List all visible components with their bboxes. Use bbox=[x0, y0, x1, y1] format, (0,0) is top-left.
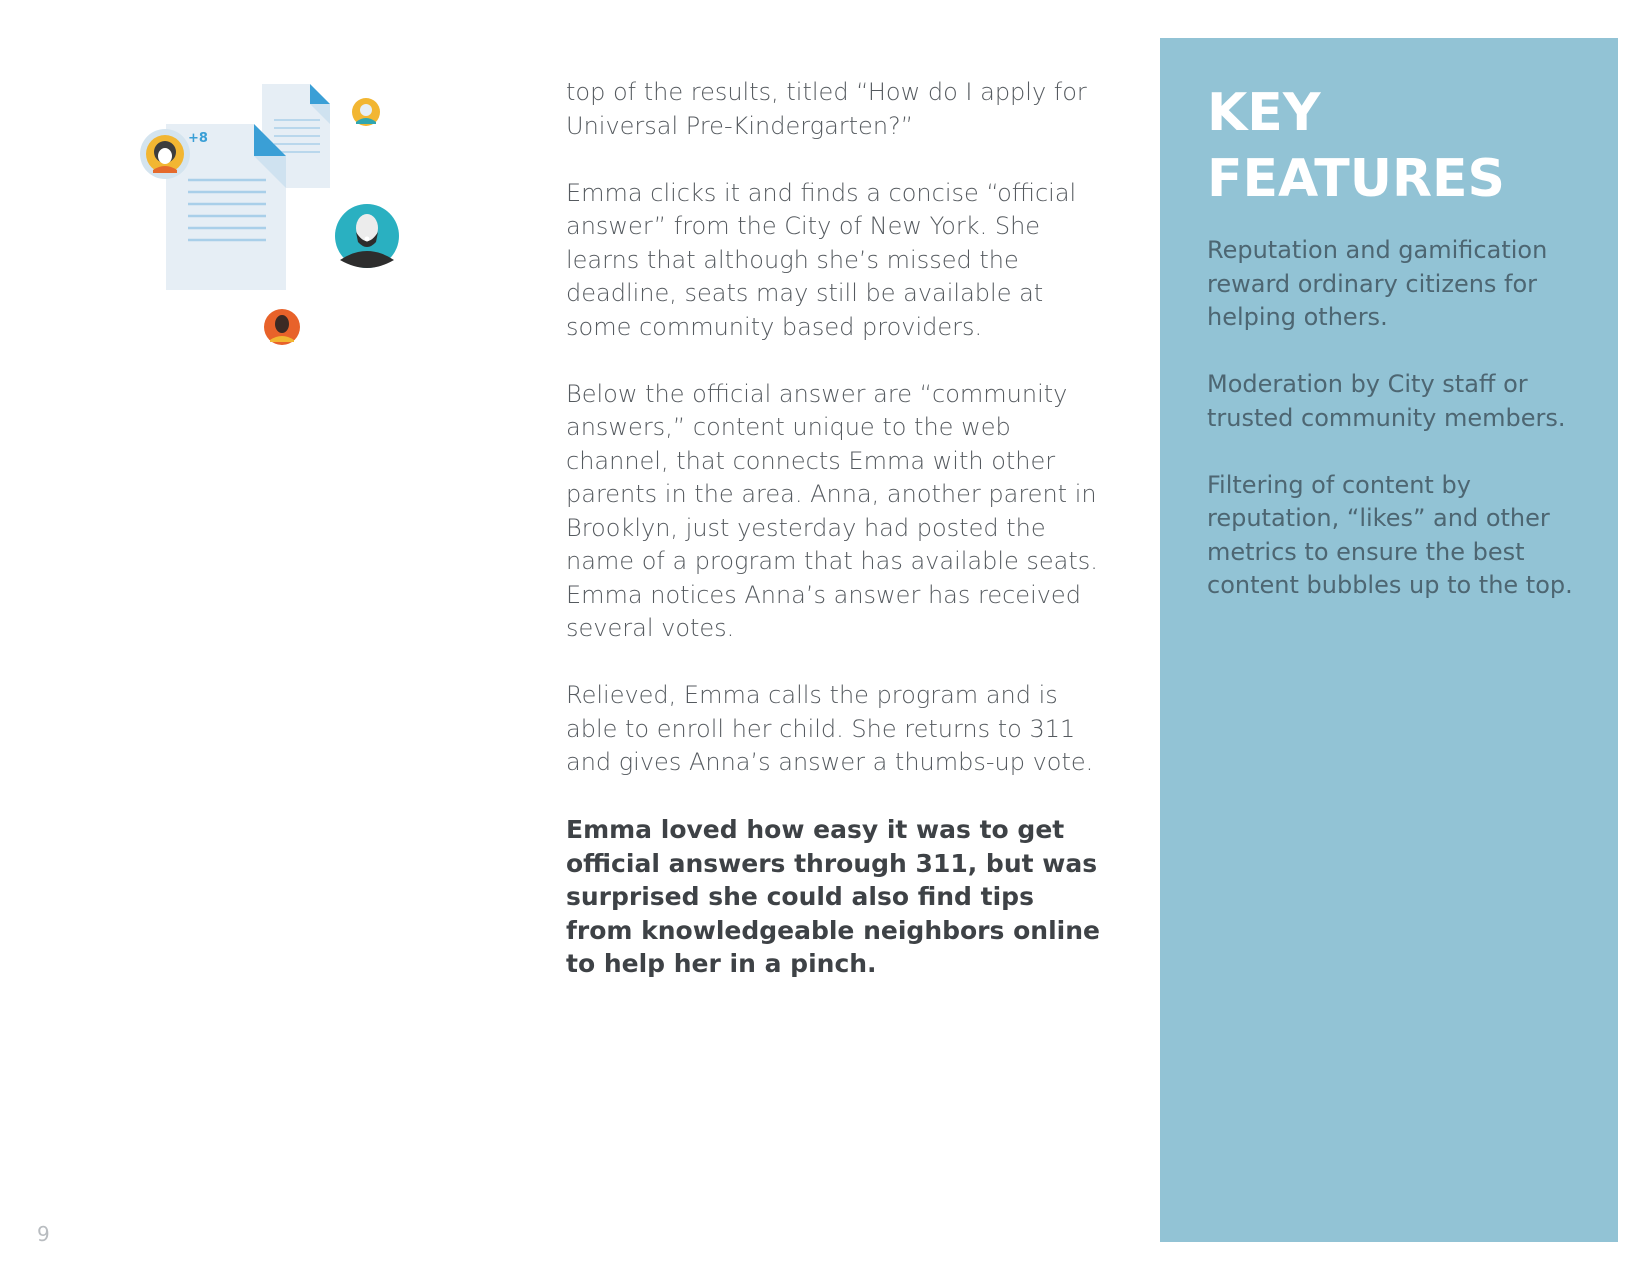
story-paragraph: Emma clicks it and finds a concise “official answer” from the City of New York. She learns that although she’s missed the deadline, seats may still be available at some community based providers. bbox=[566, 178, 1077, 341]
story-paragraph: Below the official answer are “community answers,” content unique to the web channel, that connects Emma with other parents in the area. Anna, another parent in Brooklyn, just yesterday had posted the name of a program that has available seats. Emma notices Anna’s answer has received several votes. bbox=[566, 379, 1098, 642]
feature-list bbox=[1207, 234, 1607, 636]
story-text bbox=[566, 76, 1106, 1014]
story-highlight: Emma loved how easy it was to get official answers through 311, but was surprised she could also find tips from knowledgeable neighbors online to help her in a pinch. bbox=[566, 815, 1100, 978]
story-paragraph: Relieved, Emma calls the program and is able to enroll her child. She returns to 311 and gives Anna’s answer a thumbs-up vote. bbox=[566, 681, 1094, 776]
user-avatar-icon bbox=[352, 98, 380, 126]
story-paragraph: top of the results, titled “How do I apply for Universal Pre-Kindergarten?” bbox=[566, 78, 1087, 140]
page-number: 9 bbox=[37, 1222, 50, 1246]
user-avatar-icon bbox=[335, 204, 399, 268]
feature-item: Filtering of content by reputation, “likes” and other metrics to ensure the best content bubbles up to the top. bbox=[1207, 470, 1573, 599]
user-avatar-icon bbox=[264, 309, 300, 345]
key-features-panel bbox=[1160, 38, 1618, 1242]
title-line: KEY bbox=[1207, 83, 1321, 143]
title-line: FEATURES bbox=[1207, 149, 1505, 209]
user-avatar-icon bbox=[140, 129, 190, 179]
feature-item: Moderation by City staff or trusted community members. bbox=[1207, 370, 1566, 432]
community-answers-illustration bbox=[130, 70, 410, 360]
upvote-badge: +8 bbox=[188, 131, 208, 146]
feature-item: Reputation and gamification reward ordinary citizens for helping others. bbox=[1207, 236, 1548, 331]
key-features-title bbox=[1207, 80, 1505, 212]
